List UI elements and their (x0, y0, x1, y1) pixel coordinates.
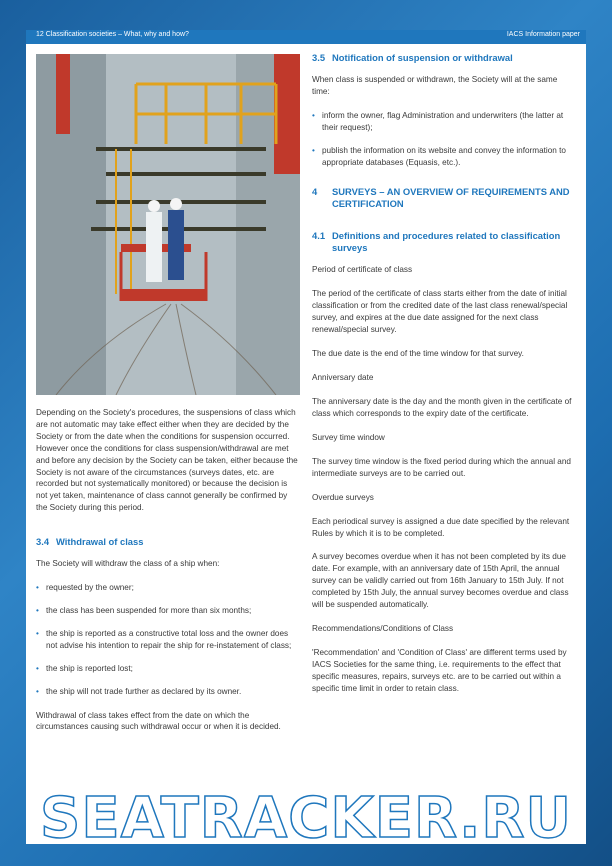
list-item: • the class has been suspended for more than six months; (36, 605, 300, 617)
anniversary-paragraph: The anniversary date is the day and the month given in the certificate of class which corresponds to the expiry date of the certificate. (312, 396, 572, 418)
notification-list (312, 110, 574, 169)
window-heading: Survey time window (312, 432, 385, 442)
left-column (36, 407, 300, 745)
period-paragraph-2: The due date is the end of the time window for that survey. (312, 349, 524, 359)
window-paragraph: The survey time window is the fixed period during which the annual and intermediate surveys are to be carried out. (312, 456, 571, 478)
header-right-text: IACS Information paper (506, 31, 580, 38)
header-left-text: 12 Classification societies – What, why and how? (36, 31, 189, 38)
section-3-4-title: Withdrawal of class (56, 536, 144, 548)
recommendations-heading: Recommendations/Conditions of Class (312, 623, 454, 633)
section-4-number: 4 (312, 186, 318, 198)
industrial-ship-survey-photo (36, 54, 300, 395)
period-paragraph-1: The period of the certificate of class starts either from the date of initial classification or from the credited date of the last class renewal/special survey, and expires at the due date assigned for the next class renewal/special survey. (312, 289, 568, 335)
list-item: • the ship is reported as a constructive total loss and the owner does not advise his intention to repair the ship for re-instatement of class; (36, 628, 300, 652)
section-4-1-heading (312, 230, 574, 254)
list-item: • requested by the owner; (36, 582, 300, 594)
section-4-title: SURVEYS – AN OVERVIEW OF REQUIREMENTS AND CERTIFICATION (332, 186, 570, 210)
page-header (26, 30, 586, 44)
recommendations-paragraph: 'Recommendation' and 'Condition of Class' are different terms used by IACS Societies for the same thing, i.e. requirements to the effect that specific measures, repairs, surveys etc. are to be carried out within a specific time limit in order to retain class. (312, 647, 567, 693)
overdue-heading: Overdue surveys (312, 492, 374, 502)
section-3-4-heading (36, 536, 300, 548)
period-heading: Period of certificate of class (312, 265, 413, 275)
overdue-paragraph-2: A survey becomes overdue when it has not been completed by its due date. For example, with an anniversary date of 15th April, the annual survey can be validly carried out from 16th January to 15th July. If not completed by 15th July, the annual survey becomes overdue and class will be suspended automatically. (312, 552, 569, 610)
right-column (312, 52, 574, 707)
list-item: • publish the information on its website and convey the information to appropriate databases (Equasis, etc.). (312, 145, 574, 169)
section-4-1-number: 4.1 (312, 230, 326, 242)
anniversary-heading: Anniversary date (312, 372, 374, 382)
list-item: • the ship is reported lost; (36, 663, 300, 675)
section-4-heading (312, 186, 574, 210)
section-3-5-intro: When class is suspended or withdrawn, the Society will at the same time: (312, 75, 558, 96)
section-3-5-heading (312, 52, 574, 64)
intro-paragraph: Depending on the Society's procedures, the suspensions of class which are not automatic may take effect either when they are decided by the Society or from the date when the conditions for suspension occurred. However once the conditions for class suspension/withdrawal are met and before any decision by the Society can be taken, either because the Society is not aware of the circumstances (surveys dates, etc. are recorded but not systematically monitored) or because the decision is not yet taken, maintenance of class cannot generally be confirmed by the Society during this period. (36, 408, 298, 513)
list-item: • inform the owner, flag Administration and underwriters (the latter at their request); (312, 110, 574, 134)
withdrawal-list (36, 582, 300, 697)
section-3-4-intro: The Society will withdraw the class of a ship when: (36, 559, 220, 569)
section-3-4-number: 3.4 (36, 536, 50, 548)
overdue-paragraph-1: Each periodical survey is assigned a due date specified by the relevant Rules by which it is to be completed. (312, 516, 570, 538)
page-content (26, 44, 586, 844)
section-4-1-title: Definitions and procedures related to classification surveys (332, 230, 561, 254)
section-3-5-number: 3.5 (312, 52, 326, 63)
list-item: • the ship will not trade further as declared by its owner. (36, 686, 300, 698)
watermark: SEATRACKER.RU (40, 786, 573, 851)
section-3-5-title: Notification of suspension or withdrawal (332, 52, 513, 63)
section-3-4-closing: Withdrawal of class takes effect from the date on which the circumstances causing such withdrawal occur or when it is decided. (36, 710, 281, 732)
